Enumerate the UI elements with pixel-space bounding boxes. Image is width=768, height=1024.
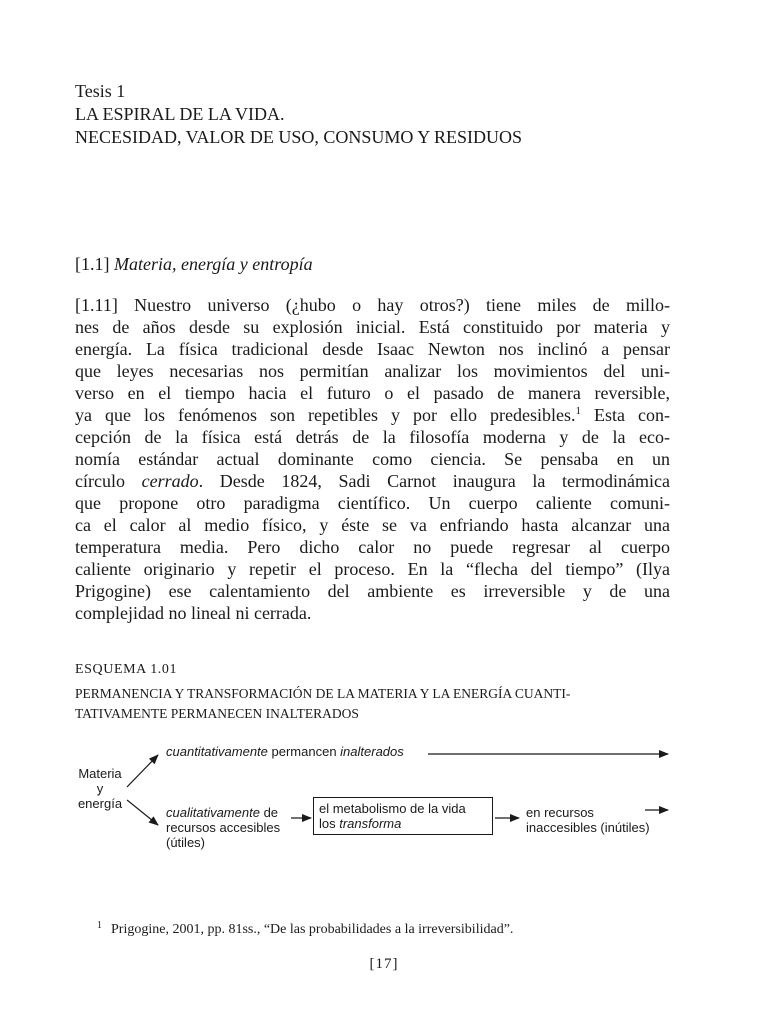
qualitative-italic: cualitativamente [166, 805, 260, 820]
quantitative-mid: permancen [267, 744, 341, 759]
para-text: . Desde 1824, Sadi Carnot inaugura la termodinámica [198, 471, 670, 491]
scheme-title-line-1: PERMANENCIA Y TRANSFORMACIÓN DE LA MATERIA Y LA ENERGÍA CUANTI- [75, 686, 571, 701]
thesis-label: Tesis 1 [75, 81, 126, 101]
qualitative-line-3: (útiles) [166, 835, 206, 850]
diagram-quantitative-node [166, 744, 404, 759]
para-line: complejidad no lineal ni cerrada. [75, 603, 312, 623]
chapter-title-line-1: LA ESPIRAL DE LA VIDA. [75, 104, 285, 124]
para-line: nes de años desde su explosión inicial. Está constituido por materia y [75, 317, 670, 337]
para-line: caliente originario y repetir el proceso. En la “flecha del tiempo” (Ilya [75, 559, 670, 579]
para-line: nomía estándar actual dominante como ciencia. Se pensaba en un [75, 449, 670, 469]
footnote-mark: 1 [97, 920, 102, 931]
chapter-title-line-2: NECESIDAD, VALOR DE USO, CONSUMO Y RESIDUOS [75, 127, 523, 147]
para-line: [1.11] Nuestro universo (¿hubo o hay otros?) tiene miles de millo- [75, 295, 670, 315]
diagram-result-node [526, 805, 650, 835]
arrow-to-qualitative [127, 800, 158, 825]
footnote-text: Prigogine, 2001, pp. 81ss., “De las probabilidades a la irreversibilidad”. [111, 922, 514, 937]
quantitative-italic: cuantitativamente [166, 744, 268, 759]
page-number: [17] [369, 956, 399, 972]
para-italic: cerrado [141, 471, 199, 491]
scheme-diagram [0, 735, 768, 865]
diagram-qualitative-node [166, 805, 280, 850]
para-line: verso en el tiempo hacia el futuro o el pasado de manera reversible, [75, 383, 670, 403]
para-text: Esta con- [581, 405, 670, 425]
diagram-metabolism-box [313, 797, 493, 835]
scheme-label: ESQUEMA 1.01 [75, 662, 178, 677]
arrow-to-quantitative [127, 755, 158, 787]
section-heading [75, 254, 313, 275]
source-line-1: Materia [78, 766, 122, 781]
para-line: que leyes necesarias nos permitían analizar los movimientos del uni- [75, 361, 670, 381]
para-line: ca el calor al medio físico, y éste se va enfriando hasta alcanzar una [75, 515, 670, 535]
section-number: [1.1] [75, 254, 110, 274]
para-text: ya que los fenómenos son repetibles y por ello predesibles. [75, 405, 576, 425]
para-line: que propone otro paradigma científico. Un cuerpo caliente comuni- [75, 493, 670, 513]
chapter-heading [75, 80, 522, 149]
diagram-source-node [77, 766, 123, 811]
box-line-1: el metabolismo de la vida [319, 801, 466, 816]
footnote-ref: 1 [575, 405, 581, 417]
qualitative-line-2: recursos accesibles [166, 820, 281, 835]
body-paragraph [75, 294, 670, 624]
para-text: círculo [75, 471, 142, 491]
scheme-title [75, 684, 675, 724]
para-line: energía. La física tradicional desde Isaac Newton nos inclinó a pensar [75, 339, 670, 359]
box-line-2-italic: transforma [339, 816, 402, 831]
section-title: Materia, energía y entropía [114, 254, 313, 274]
result-line-2: inaccesibles (inútiles) [526, 820, 650, 835]
source-line-3: energía [77, 796, 123, 811]
footnote [97, 920, 513, 938]
box-line-2 [319, 816, 492, 831]
para-line [75, 470, 670, 492]
para-line: cepción de la física está detrás de la filosofía moderna y de la eco- [75, 427, 670, 447]
para-line [75, 404, 670, 426]
quantitative-italic-2: inalterados [340, 744, 404, 759]
source-line-2: y [96, 781, 104, 796]
qualitative-rest: de [259, 805, 279, 820]
para-line: Prigogine) ese calentamiento del ambiente es irreversible y de una [75, 581, 670, 601]
para-line: temperatura media. Pero dicho calor no puede regresar al cuerpo [75, 537, 670, 557]
scheme-title-line-2: TATIVAMENTE PERMANECEN INALTERADOS [75, 706, 359, 721]
box-line-2-text: los [319, 816, 340, 831]
result-line-1: en recursos [526, 805, 594, 820]
